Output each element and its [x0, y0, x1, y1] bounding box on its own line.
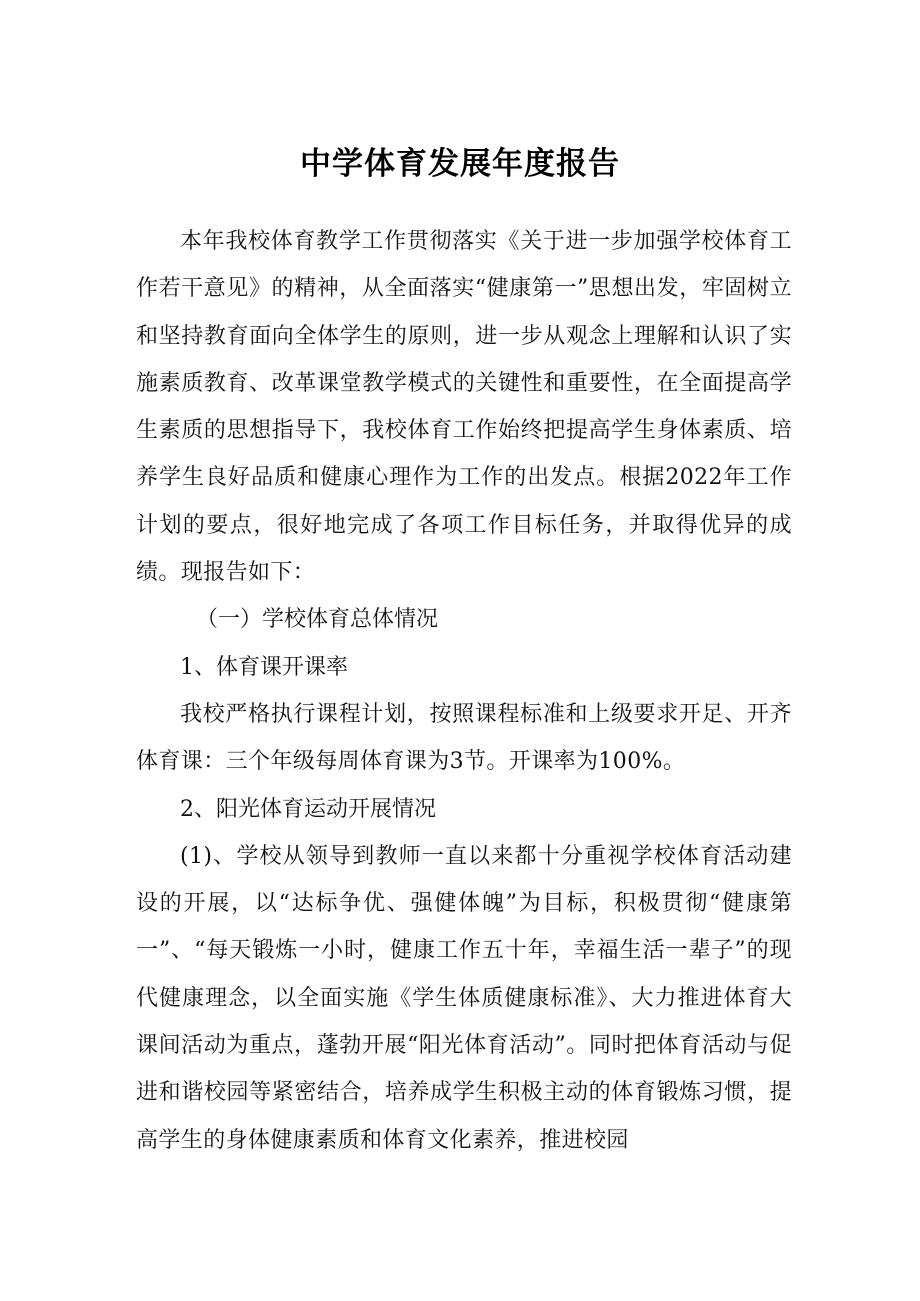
item-paragraph-sunshine-sports: (1)、学校从领导到教师一直以来都十分重视学校体育活动建设的开展，以“达标争优、强健体魄”为目标，积极贯彻“健康第一”、“每天锻炼一小时，健康工作五十年，幸福生活一辈子”的现代健康理念，以全面实施《学生体质健康标准》、大力推进体育大课间活动为重点，蓬勃开展“阳光体育活动”。同时把体育活动与促进和谐校园等紧密结合，培养成学生积极主动的体育锻炼习惯，提高学生的身体健康素质和体育文化素养，推进校园 — [136, 843, 792, 1153]
intro-paragraph: 本年我校体育教学工作贯彻落实《关于进一步加强学校体育工作若干意见》的精神，从全面落实“健康第一”思想出发，牢固树立和坚持教育面向全体学生的原则，进一步从观念上理解和认识了实施素质教育、改革课堂教学模式的关键性和重要性，在全面提高学生素质的思想指导下，我校体育工作始终把提高学生身体素质、培养学生良好品质和健康心理作为工作的出发点。根据2022年工作计划的要点，很好地完成了各项工作目标任务，并取得优异的成绩。现报告如下： — [136, 229, 792, 586]
item-paragraph-pe-class-rate: 我校严格执行课程计划，按照课程标准和上级要求开足、开齐体育课：三个年级每周体育课为3节。开课率为100%。 — [136, 701, 792, 775]
document-title: 中学体育发展年度报告 — [300, 146, 620, 182]
section-heading-overall: （一）学校体育总体情况 — [196, 607, 439, 633]
item-heading-pe-class-rate: 1、体育课开课率 — [180, 654, 348, 680]
item-heading-sunshine-sports: 2、阳光体育运动开展情况 — [180, 796, 436, 822]
document-body — [136, 218, 792, 1164]
